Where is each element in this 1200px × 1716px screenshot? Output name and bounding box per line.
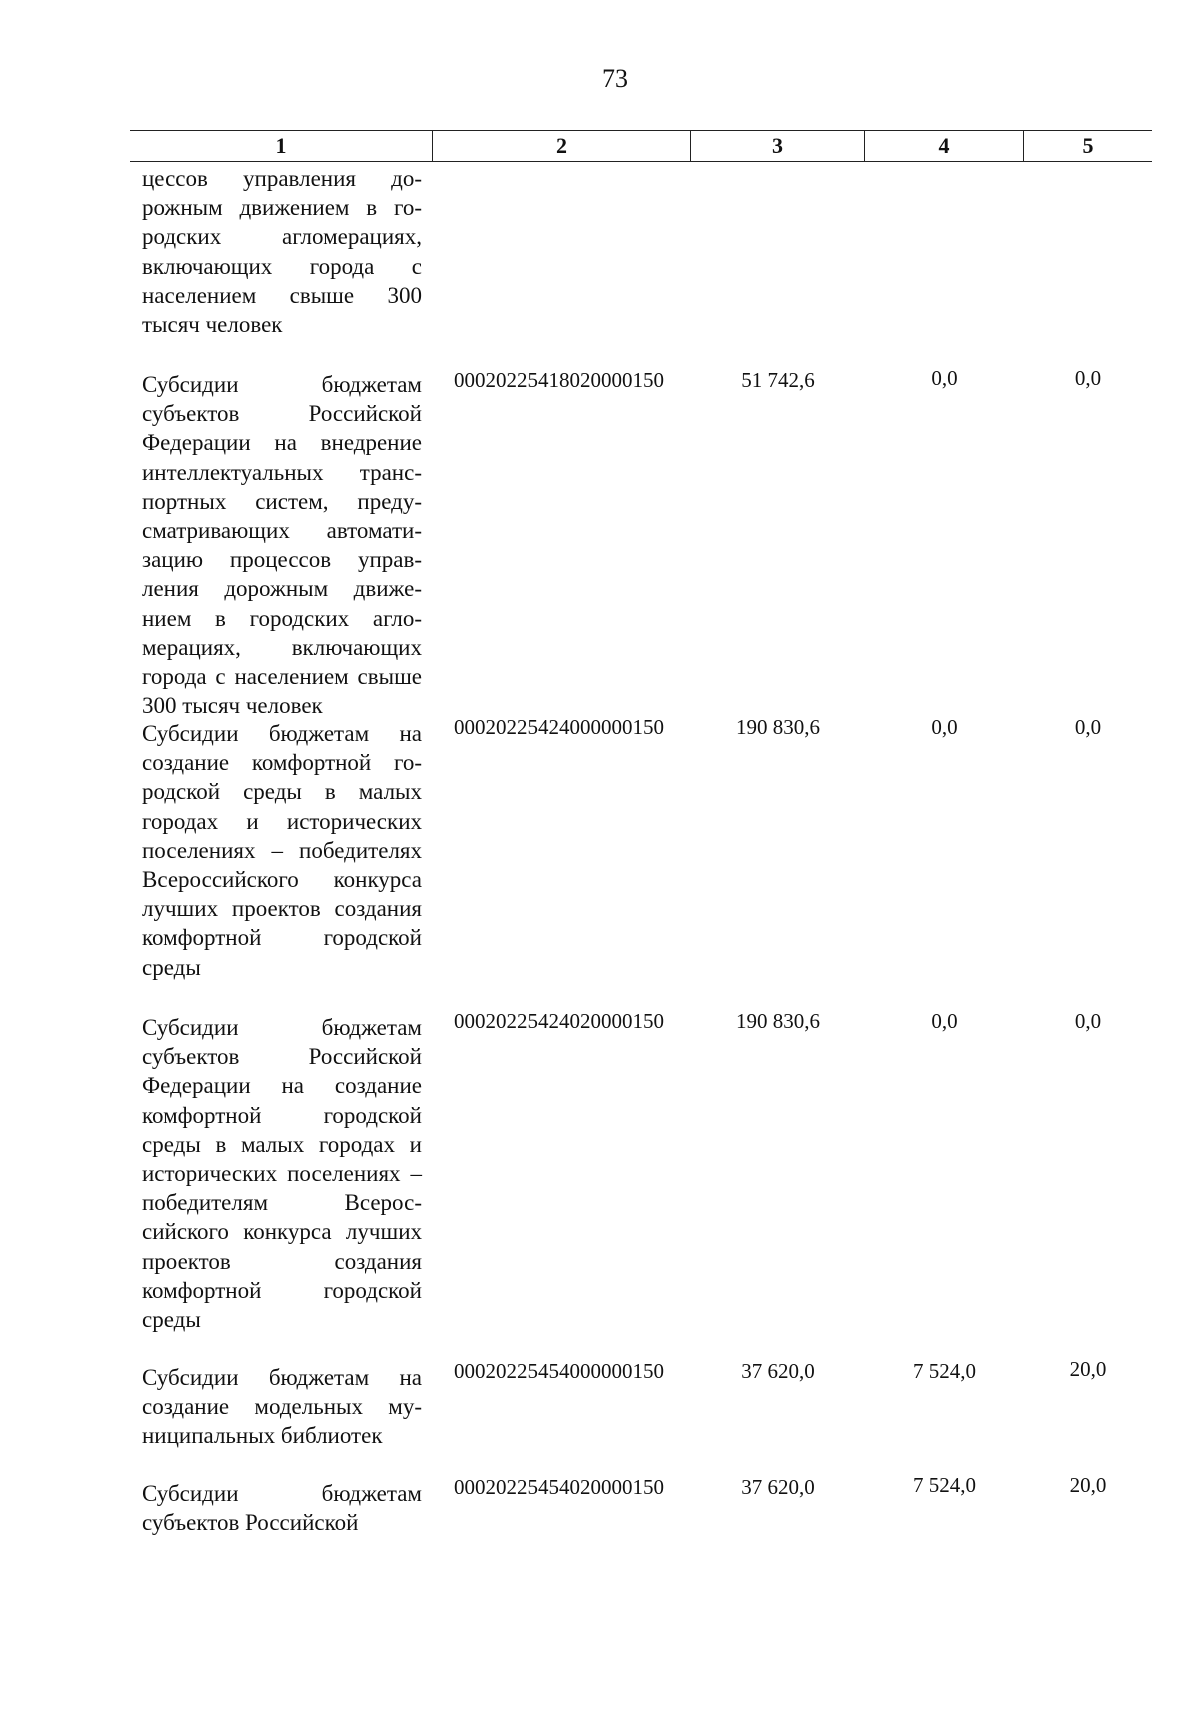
- row-code: 00020225454000000150: [454, 1359, 664, 1383]
- row-col4-value: 0,0: [931, 1009, 958, 1033]
- column-header-2: 2: [433, 131, 691, 161]
- row-col3-value: 51 742,6: [741, 368, 815, 392]
- row-description: Субсидии бюджетам на создание модельных муниципальных библиотек: [142, 1365, 422, 1449]
- row-col5-value: 20,0: [1069, 1473, 1107, 1497]
- row-col4-value: 7 524,0: [913, 1473, 976, 1497]
- column-header-4: 4: [865, 131, 1024, 161]
- row-col3-value: 190 830,6: [736, 1009, 820, 1033]
- row-col5-value: 0,0: [1074, 1009, 1102, 1033]
- row-code: 00020225424000000150: [454, 715, 664, 739]
- row-col3-value: 37 620,0: [741, 1359, 815, 1383]
- continuation-description: цессов управления дорожным движением в городских агломерациях, включающих города с населением свыше 300 тысяч человек: [142, 166, 422, 338]
- row-col4-value: 0,0: [931, 366, 958, 390]
- page-number: 73: [602, 64, 628, 93]
- row-col3-value: 190 830,6: [736, 715, 820, 739]
- row-col5-value: 0,0: [1074, 366, 1102, 390]
- row-col5-value: 0,0: [1074, 715, 1102, 739]
- row-col4-value: 0,0: [931, 715, 958, 739]
- row-description: Субсидии бюджетам субъектов Российской Федерации на создание комфортной городской среды в малых городах и исторических поселениях – победителям Всероссийского конкурса лучших проектов создания комфортной городской среды: [142, 1015, 422, 1333]
- row-description: Субсидии бюджетам субъектов Российской Федерации на внедрение интеллектуальных транспортных систем, предусматривающих автоматизацию процессов управления дорожным движением в городских агломерациях, включающих города с населением свыше 300 тысяч человек: [142, 372, 422, 719]
- row-code: 00020225418020000150: [454, 368, 664, 392]
- row-col5-value: 20,0: [1069, 1357, 1107, 1381]
- column-header-5: 5: [1082, 133, 1094, 158]
- budget-table: [130, 130, 1152, 1536]
- row-col3-value: 37 620,0: [741, 1475, 815, 1499]
- row-col4-value: 7 524,0: [913, 1359, 976, 1383]
- column-header-1: 1: [130, 131, 433, 161]
- row-code: 00020225454020000150: [454, 1475, 664, 1499]
- column-header-3: 3: [691, 131, 865, 161]
- row-description: Субсидии бюджетам на создание комфортной городской среды в малых городах и исторических поселениях – победителях Всероссийского конкурса лучших проектов создания комфортной городской среды: [142, 721, 422, 980]
- row-code: 00020225424020000150: [454, 1009, 664, 1033]
- row-description: Субсидии бюджетам субъектов Российской: [142, 1481, 422, 1536]
- table-header-row: [130, 130, 1152, 162]
